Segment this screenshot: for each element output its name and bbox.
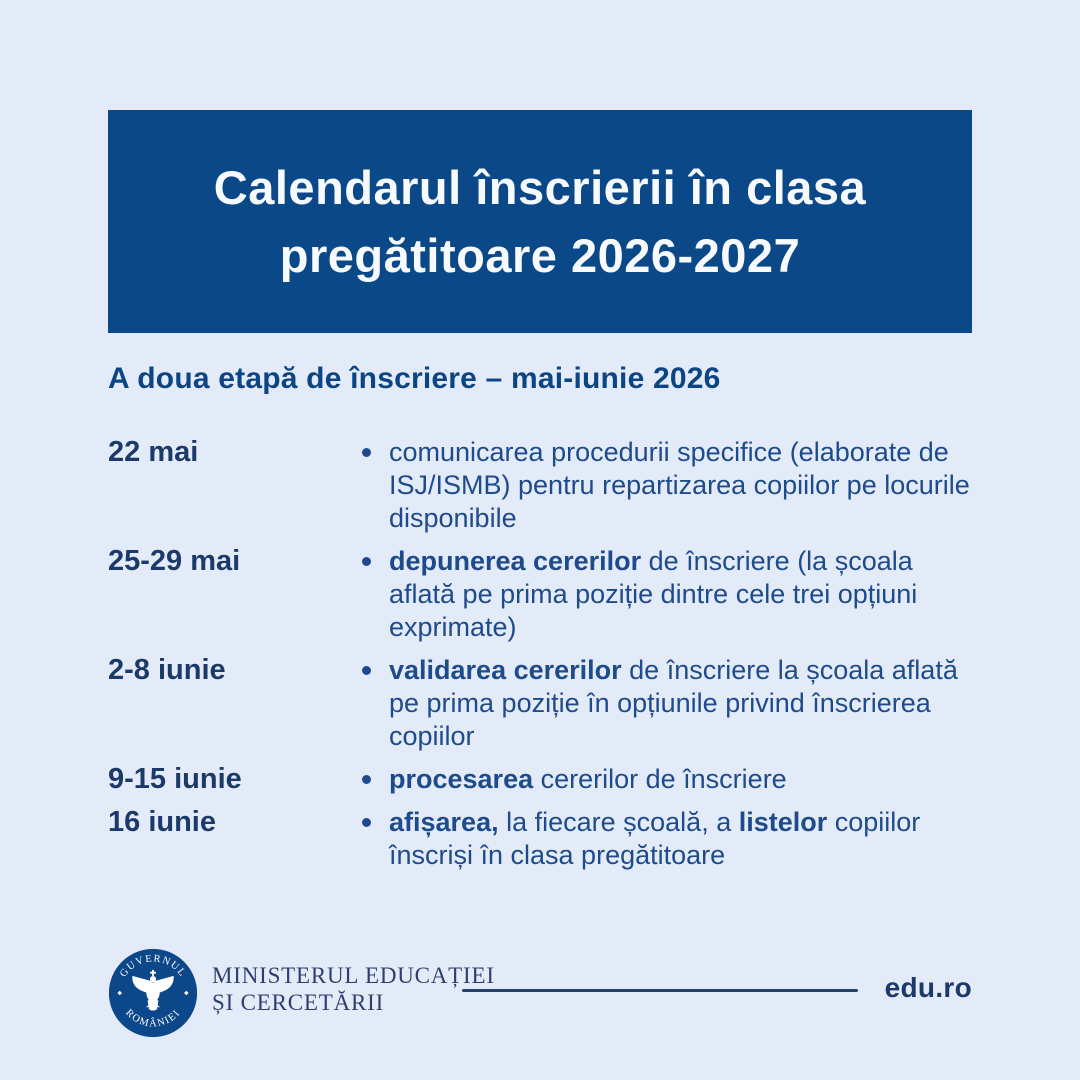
schedule-row [108,654,972,753]
ministry-name-line-1: MINISTERUL EDUCAȚIEI [212,963,495,988]
schedule-row [108,436,972,535]
schedule-description: procesarea cererilor de înscriere [389,764,787,794]
schedule-entry [362,654,972,753]
schedule-entry [362,806,972,872]
bullet-icon [362,448,371,457]
schedule-entry [362,763,972,796]
schedule-date: 25-29 mai [108,545,241,577]
footer [0,940,1080,1060]
schedule-date: 22 mai [108,436,199,468]
header-banner [108,110,972,333]
schedule-row [108,806,972,872]
schedule-date: 2-8 iunie [108,654,226,686]
schedule-date: 9-15 iunie [108,763,242,795]
schedule-entry [362,545,972,644]
stage-subtitle: A doua etapă de înscriere – mai-iunie 2026 [108,362,721,395]
logo-arc-bottom-text: ROMÂNIEI [123,1007,183,1030]
bullet-icon [362,666,371,675]
bullet-icon [362,818,371,827]
schedule-entry [362,436,972,535]
schedule-description: afișarea, la fiecare școală, a listelor copiilor înscriși în clasa pregătitoare [389,807,921,870]
ministry-name-line-2: ȘI CERCETĂRII [212,990,385,1015]
schedule-description: depunerea cererilor de înscriere (la școala aflată pe prima poziție dintre cele trei opțiuni exprimate) [389,546,918,642]
bullet-icon [362,557,371,566]
schedule-row [108,545,972,644]
schedule-description: validarea cererilor de înscriere la școala aflată pe prima poziție în opțiunile privind înscrierea copiilor [389,655,958,751]
website-label: edu.ro [884,972,972,1003]
logo-arc-top-text: GUVERNUL [117,953,189,980]
ministry-name [212,962,495,1016]
schedule-list [108,436,972,882]
footer-divider-line [462,989,858,992]
schedule-date: 16 iunie [108,806,216,838]
bullet-icon [362,775,371,784]
schedule-description: comunicarea procedurii specifice (elaborate de ISJ/ISMB) pentru repartizarea copiilor pe locurile disponibile [389,437,970,533]
schedule-row [108,763,972,796]
government-logo [108,948,198,1038]
page-title-line-2: pregătitoare 2026-2027 [279,228,801,282]
page-title-line-1: Calendarul înscrierii în clasa [213,160,867,214]
